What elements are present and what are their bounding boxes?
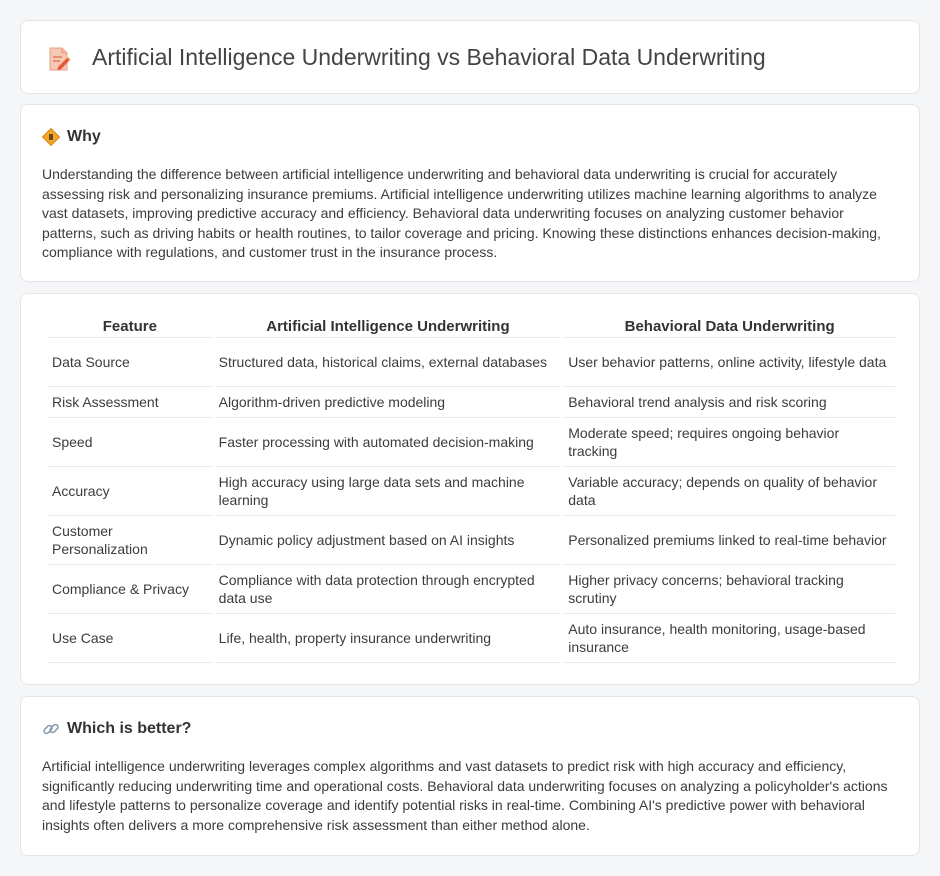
better-heading (42, 720, 191, 738)
ai-cell: Algorithm-driven predictive modeling (215, 387, 562, 418)
better-text: Artificial intelligence underwriting leverages complex algorithms and vast datasets to predict risk with high accuracy and efficiency, significantly reducing underwriting time and operational costs. Behavioral data underwriting focuses on analyzing a policyholder's actions and lifestyle patterns to personalize coverage and identify potential risks in real-time. Combining AI's predictive power with behavioral insights often delivers a more comprehensive risk assessment than either method alone. (42, 758, 888, 833)
why-section (20, 104, 920, 282)
better-title: Which is better? (67, 720, 192, 737)
table-header-row (48, 316, 895, 338)
behavioral-cell: Moderate speed; requires ongoing behavior tracking (564, 418, 895, 467)
behavioral-cell: Variable accuracy; depends on quality of behavior data (564, 467, 895, 516)
feature-cell: Data Source (48, 338, 212, 387)
table-row (48, 565, 895, 614)
header-card (20, 20, 920, 94)
diamond-sign-icon (42, 128, 60, 146)
feature-cell: Use Case (48, 614, 212, 663)
header-ai-underwriting: Artificial Intelligence Underwriting (215, 316, 562, 338)
behavioral-cell: User behavior patterns, online activity, lifestyle data (564, 338, 895, 387)
table-row (48, 338, 895, 387)
behavioral-cell: Auto insurance, health monitoring, usage-based insurance (564, 614, 895, 663)
ai-cell: Structured data, historical claims, external databases (215, 338, 562, 387)
ai-cell: Faster processing with automated decision-making (215, 418, 562, 467)
behavioral-cell: Higher privacy concerns; behavioral tracking scrutiny (564, 565, 895, 614)
why-text: Understanding the difference between artificial intelligence underwriting and behavioral data underwriting is crucial for accurately assessing risk and personalizing insurance premiums. Artificial intelligence underwriting utilizes machine learning algorithms to analyze vast datasets, improving predictive accuracy and efficiency. Behavioral data underwriting focuses on analyzing customer behavior patterns, such as driving habits or health routines, to tailor coverage and pricing. Knowing these distinctions enhances decision-making, compliance with regulations, and customer trust in the insurance process. (42, 166, 881, 261)
ai-cell: Compliance with data protection through encrypted data use (215, 565, 562, 614)
behavioral-cell: Personalized premiums linked to real-time behavior (564, 516, 895, 565)
header-feature: Feature (48, 316, 212, 338)
page-title: Artificial Intelligence Underwriting vs Behavioral Data Underwriting (92, 44, 766, 70)
feature-cell: Compliance & Privacy (48, 565, 212, 614)
ai-cell: Dynamic policy adjustment based on AI insights (215, 516, 562, 565)
feature-cell: Accuracy (48, 467, 212, 516)
which-is-better-section (20, 696, 920, 856)
why-heading (42, 128, 101, 146)
link-icon (42, 720, 60, 738)
header-behavioral-underwriting: Behavioral Data Underwriting (564, 316, 895, 338)
why-title: Why (67, 128, 101, 145)
table-row (48, 387, 895, 418)
behavioral-cell: Behavioral trend analysis and risk scoring (564, 387, 895, 418)
feature-cell: Speed (48, 418, 212, 467)
table-row (48, 516, 895, 565)
table-row (48, 418, 895, 467)
document-pencil-icon (47, 46, 71, 72)
table-row (48, 614, 895, 663)
feature-cell: Customer Personalization (48, 516, 212, 565)
ai-cell: High accuracy using large data sets and machine learning (215, 467, 562, 516)
feature-cell: Risk Assessment (48, 387, 212, 418)
table-row (48, 467, 895, 516)
comparison-section (20, 293, 920, 685)
ai-cell: Life, health, property insurance underwriting (215, 614, 562, 663)
comparison-table (45, 316, 898, 663)
